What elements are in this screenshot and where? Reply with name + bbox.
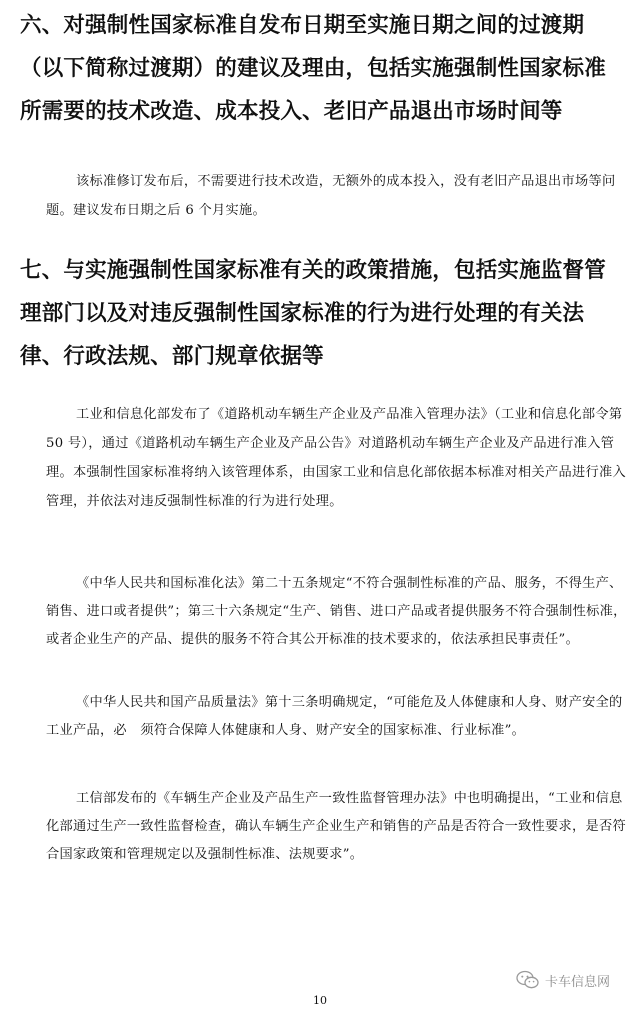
section-7-paragraph-2: 《中华人民共和国标准化法》第二十五条规定“不符合强制性标准的产品、服务，不得生产、销售、进口或者提供”；第三十六条规定“生产、销售、进口产品或者提供服务不符合强制性标准，或者企业生产的产品、提供的服务不符合其公开标准的技术要求的，依法承担民事责任”。 xyxy=(46,576,627,647)
section-7-paragraph-3: 《中华人民共和国产品质量法》第十三条明确规定，“可能危及人体健康和人身、财产安全的工业产品，必 须符合保障人体健康和人身、财产安全的国家标准、行业标准”。 xyxy=(46,695,623,738)
section-7-paragraph-1: 工业和信息化部发布了《道路机动车辆生产企业及产品准入管理办法》（工业和信息化部令第 50 号），通过《道路机动车辆生产企业及产品公告》对道路机动车辆生产企业及产品进行准入管理。本强制性国家标准将纳入该管理体系，由国家工业和信息化部依据本标准对相关产品进行准入管理，并依法对违反强制性标准的行为进行处理。 xyxy=(46,407,626,509)
section-7-paragraph-4: 工信部发布的《车辆生产企业及产品生产一致性监督管理办法》中也明确提出，“工业和信息化部通过生产一致性监督检查，确认车辆生产企业生产和销售的产品是否符合一致性要求，是否符合国家政策和管理规定以及强制性标准、法规要求”。 xyxy=(46,791,626,862)
page-number: 10 xyxy=(313,994,327,1007)
watermark xyxy=(516,970,610,990)
wechat-icon xyxy=(516,970,540,990)
section-6-paragraph: 该标准修订发布后，不需要进行技术改造，无额外的成本投入，没有老旧产品退出市场等问题。建议发布日期之后 6 个月实施。 xyxy=(46,174,616,218)
section-7-heading: 七、与实施强制性国家标准有关的政策措施，包括实施监督管理部门以及对违反强制性国家标准的行为进行处理的有关法律、行政法规、部门规章依据等 xyxy=(20,258,606,369)
section-6-heading: 六、对强制性国家标准自发布日期至实施日期之间的过渡期（以下简称过渡期）的建议及理由，包括实施强制性国家标准所需要的技术改造、成本投入、老旧产品退出市场时间等 xyxy=(20,13,606,124)
watermark-text: 卡车信息网 xyxy=(545,974,611,990)
